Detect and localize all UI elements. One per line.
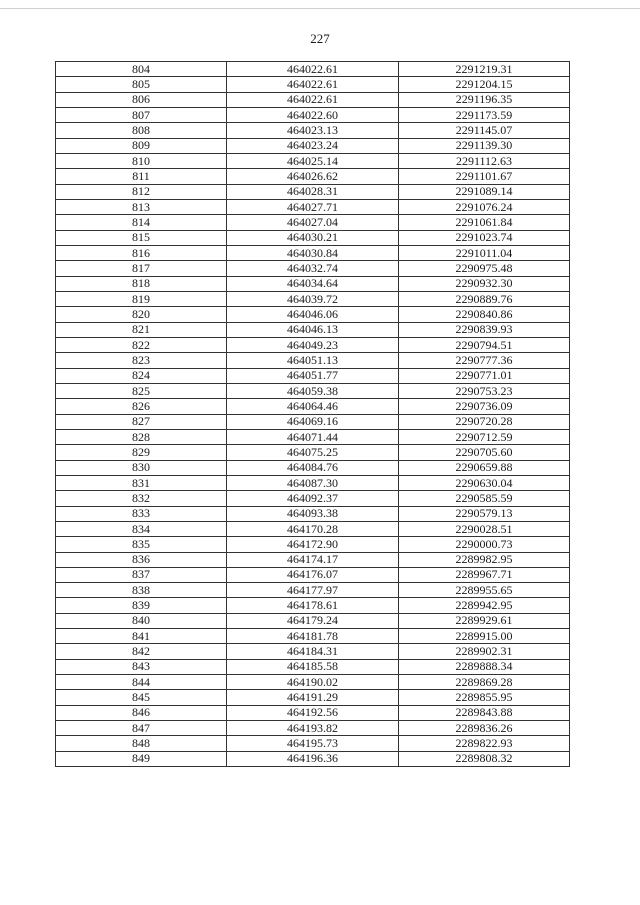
table-row [56, 138, 570, 153]
point-number-cell: 828 [56, 429, 227, 444]
point-number-cell: 839 [56, 598, 227, 613]
point-number-cell: 814 [56, 215, 227, 230]
y-coordinate-cell: 2289855.95 [399, 690, 570, 705]
x-coordinate-cell: 464172.90 [227, 537, 399, 552]
point-number-cell: 834 [56, 521, 227, 536]
y-coordinate-cell: 2290000.73 [399, 537, 570, 552]
y-coordinate-cell: 2289915.00 [399, 629, 570, 644]
point-number-cell: 836 [56, 552, 227, 567]
table-row [56, 368, 570, 383]
y-coordinate-cell: 2289982.95 [399, 552, 570, 567]
table-row [56, 169, 570, 184]
point-number-cell: 831 [56, 475, 227, 490]
table-row [56, 337, 570, 352]
y-coordinate-cell: 2290659.88 [399, 460, 570, 475]
point-number-cell: 835 [56, 537, 227, 552]
y-coordinate-cell: 2290736.09 [399, 399, 570, 414]
table-row [56, 153, 570, 168]
table-row [56, 598, 570, 613]
y-coordinate-cell: 2291139.30 [399, 138, 570, 153]
table-row [56, 353, 570, 368]
point-number-cell: 842 [56, 644, 227, 659]
point-number-cell: 807 [56, 107, 227, 122]
table-row [56, 414, 570, 429]
table-row [56, 199, 570, 214]
coordinates-table-body [56, 62, 570, 767]
point-number-cell: 822 [56, 337, 227, 352]
x-coordinate-cell: 464028.31 [227, 184, 399, 199]
table-row [56, 445, 570, 460]
y-coordinate-cell: 2289967.71 [399, 567, 570, 582]
x-coordinate-cell: 464181.78 [227, 629, 399, 644]
point-number-cell: 846 [56, 705, 227, 720]
x-coordinate-cell: 464092.37 [227, 491, 399, 506]
x-coordinate-cell: 464195.73 [227, 736, 399, 751]
table-row [56, 475, 570, 490]
x-coordinate-cell: 464046.13 [227, 322, 399, 337]
point-number-cell: 810 [56, 153, 227, 168]
table-row [56, 751, 570, 766]
page-number: 227 [310, 31, 330, 46]
x-coordinate-cell: 464022.61 [227, 92, 399, 107]
point-number-cell: 823 [56, 353, 227, 368]
point-number-cell: 847 [56, 721, 227, 736]
y-coordinate-cell: 2290585.59 [399, 491, 570, 506]
y-coordinate-cell: 2290720.28 [399, 414, 570, 429]
y-coordinate-cell: 2291145.07 [399, 123, 570, 138]
table-row [56, 230, 570, 245]
point-number-cell: 818 [56, 276, 227, 291]
table-row [56, 245, 570, 260]
x-coordinate-cell: 464075.25 [227, 445, 399, 460]
y-coordinate-cell: 2290579.13 [399, 506, 570, 521]
table-row [56, 690, 570, 705]
point-number-cell: 812 [56, 184, 227, 199]
table-row [56, 383, 570, 398]
x-coordinate-cell: 464049.23 [227, 337, 399, 352]
y-coordinate-cell: 2289902.31 [399, 644, 570, 659]
point-number-cell: 819 [56, 291, 227, 306]
point-number-cell: 817 [56, 261, 227, 276]
y-coordinate-cell: 2290932.30 [399, 276, 570, 291]
table-row [56, 644, 570, 659]
y-coordinate-cell: 2291061.84 [399, 215, 570, 230]
point-number-cell: 829 [56, 445, 227, 460]
y-coordinate-cell: 2290777.36 [399, 353, 570, 368]
x-coordinate-cell: 464084.76 [227, 460, 399, 475]
table-row [56, 552, 570, 567]
y-coordinate-cell: 2290839.93 [399, 322, 570, 337]
table-row [56, 291, 570, 306]
table-row [56, 705, 570, 720]
x-coordinate-cell: 464022.61 [227, 62, 399, 77]
y-coordinate-cell: 2290975.48 [399, 261, 570, 276]
x-coordinate-cell: 464023.13 [227, 123, 399, 138]
x-coordinate-cell: 464179.24 [227, 613, 399, 628]
point-number-cell: 848 [56, 736, 227, 751]
x-coordinate-cell: 464051.77 [227, 368, 399, 383]
point-number-cell: 827 [56, 414, 227, 429]
y-coordinate-cell: 2291023.74 [399, 230, 570, 245]
point-number-cell: 808 [56, 123, 227, 138]
point-number-cell: 825 [56, 383, 227, 398]
y-coordinate-cell: 2289942.95 [399, 598, 570, 613]
point-number-cell: 805 [56, 77, 227, 92]
point-number-cell: 837 [56, 567, 227, 582]
table-row [56, 460, 570, 475]
point-number-cell: 830 [56, 460, 227, 475]
y-coordinate-cell: 2290794.51 [399, 337, 570, 352]
x-coordinate-cell: 464185.58 [227, 659, 399, 674]
table-row [56, 675, 570, 690]
y-coordinate-cell: 2290753.23 [399, 383, 570, 398]
point-number-cell: 815 [56, 230, 227, 245]
table-row [56, 215, 570, 230]
point-number-cell: 813 [56, 199, 227, 214]
point-number-cell: 845 [56, 690, 227, 705]
y-coordinate-cell: 2289869.28 [399, 675, 570, 690]
y-coordinate-cell: 2291196.35 [399, 92, 570, 107]
table-row [56, 613, 570, 628]
x-coordinate-cell: 464039.72 [227, 291, 399, 306]
point-number-cell: 809 [56, 138, 227, 153]
point-number-cell: 826 [56, 399, 227, 414]
point-number-cell: 833 [56, 506, 227, 521]
x-coordinate-cell: 464196.36 [227, 751, 399, 766]
x-coordinate-cell: 464027.04 [227, 215, 399, 230]
table-row [56, 736, 570, 751]
point-number-cell: 821 [56, 322, 227, 337]
x-coordinate-cell: 464177.97 [227, 583, 399, 598]
x-coordinate-cell: 464034.64 [227, 276, 399, 291]
x-coordinate-cell: 464193.82 [227, 721, 399, 736]
table-row [56, 506, 570, 521]
point-number-cell: 811 [56, 169, 227, 184]
table-row [56, 399, 570, 414]
y-coordinate-cell: 2291101.67 [399, 169, 570, 184]
y-coordinate-cell: 2291112.63 [399, 153, 570, 168]
y-coordinate-cell: 2291076.24 [399, 199, 570, 214]
x-coordinate-cell: 464026.62 [227, 169, 399, 184]
y-coordinate-cell: 2290028.51 [399, 521, 570, 536]
point-number-cell: 849 [56, 751, 227, 766]
point-number-cell: 843 [56, 659, 227, 674]
y-coordinate-cell: 2289822.93 [399, 736, 570, 751]
page-top-rule [0, 8, 640, 9]
y-coordinate-cell: 2289929.61 [399, 613, 570, 628]
x-coordinate-cell: 464190.02 [227, 675, 399, 690]
table-row [56, 659, 570, 674]
point-number-cell: 816 [56, 245, 227, 260]
table-row [56, 629, 570, 644]
table-row [56, 583, 570, 598]
table-row [56, 276, 570, 291]
x-coordinate-cell: 464027.71 [227, 199, 399, 214]
y-coordinate-cell: 2291089.14 [399, 184, 570, 199]
y-coordinate-cell: 2290889.76 [399, 291, 570, 306]
table-row [56, 92, 570, 107]
x-coordinate-cell: 464176.07 [227, 567, 399, 582]
point-number-cell: 824 [56, 368, 227, 383]
x-coordinate-cell: 464025.14 [227, 153, 399, 168]
y-coordinate-cell: 2289955.65 [399, 583, 570, 598]
x-coordinate-cell: 464022.61 [227, 77, 399, 92]
x-coordinate-cell: 464064.46 [227, 399, 399, 414]
point-number-cell: 841 [56, 629, 227, 644]
x-coordinate-cell: 464192.56 [227, 705, 399, 720]
table-row [56, 123, 570, 138]
x-coordinate-cell: 464191.29 [227, 690, 399, 705]
x-coordinate-cell: 464059.38 [227, 383, 399, 398]
x-coordinate-cell: 464071.44 [227, 429, 399, 444]
y-coordinate-cell: 2290705.60 [399, 445, 570, 460]
coordinates-table [55, 61, 570, 767]
y-coordinate-cell: 2290712.59 [399, 429, 570, 444]
table-row [56, 721, 570, 736]
x-coordinate-cell: 464030.21 [227, 230, 399, 245]
x-coordinate-cell: 464184.31 [227, 644, 399, 659]
x-coordinate-cell: 464046.06 [227, 307, 399, 322]
table-row [56, 491, 570, 506]
x-coordinate-cell: 464051.13 [227, 353, 399, 368]
y-coordinate-cell: 2291219.31 [399, 62, 570, 77]
y-coordinate-cell: 2291011.04 [399, 245, 570, 260]
x-coordinate-cell: 464032.74 [227, 261, 399, 276]
y-coordinate-cell: 2289808.32 [399, 751, 570, 766]
table-row [56, 322, 570, 337]
table-row [56, 307, 570, 322]
point-number-cell: 806 [56, 92, 227, 107]
y-coordinate-cell: 2291204.15 [399, 77, 570, 92]
x-coordinate-cell: 464093.38 [227, 506, 399, 521]
point-number-cell: 832 [56, 491, 227, 506]
table-row [56, 184, 570, 199]
table-row [56, 77, 570, 92]
table-row [56, 429, 570, 444]
table-row [56, 567, 570, 582]
point-number-cell: 844 [56, 675, 227, 690]
x-coordinate-cell: 464170.28 [227, 521, 399, 536]
x-coordinate-cell: 464069.16 [227, 414, 399, 429]
point-number-cell: 838 [56, 583, 227, 598]
y-coordinate-cell: 2290630.04 [399, 475, 570, 490]
table-row [56, 107, 570, 122]
table-row [56, 62, 570, 77]
y-coordinate-cell: 2289888.34 [399, 659, 570, 674]
point-number-cell: 820 [56, 307, 227, 322]
y-coordinate-cell: 2290840.86 [399, 307, 570, 322]
table-row [56, 261, 570, 276]
table-row [56, 537, 570, 552]
y-coordinate-cell: 2291173.59 [399, 107, 570, 122]
x-coordinate-cell: 464178.61 [227, 598, 399, 613]
y-coordinate-cell: 2289843.88 [399, 705, 570, 720]
x-coordinate-cell: 464174.17 [227, 552, 399, 567]
y-coordinate-cell: 2290771.01 [399, 368, 570, 383]
point-number-cell: 840 [56, 613, 227, 628]
x-coordinate-cell: 464087.30 [227, 475, 399, 490]
x-coordinate-cell: 464030.84 [227, 245, 399, 260]
y-coordinate-cell: 2289836.26 [399, 721, 570, 736]
x-coordinate-cell: 464022.60 [227, 107, 399, 122]
x-coordinate-cell: 464023.24 [227, 138, 399, 153]
table-row [56, 521, 570, 536]
point-number-cell: 804 [56, 62, 227, 77]
